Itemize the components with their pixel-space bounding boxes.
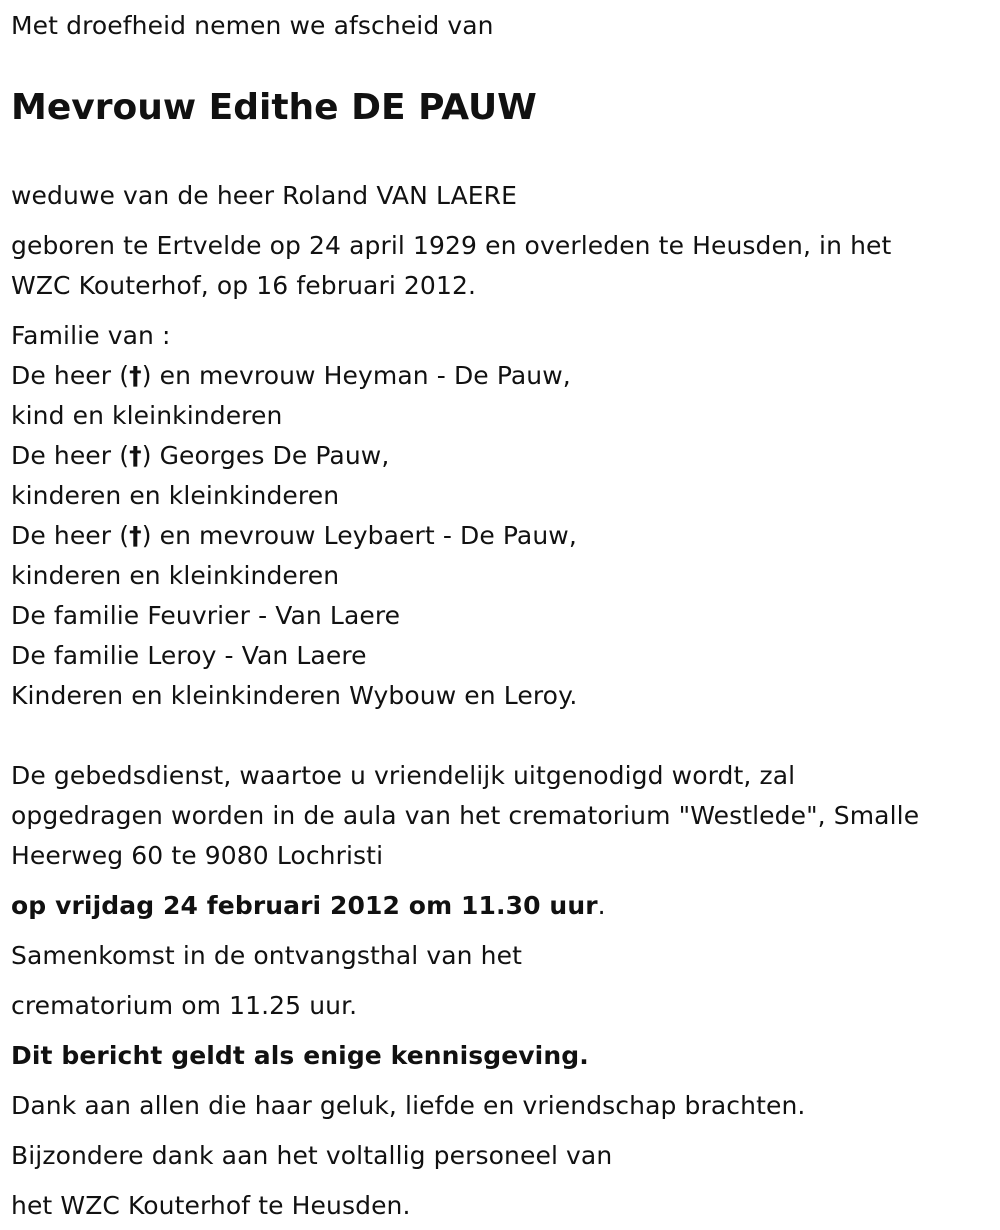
obituary-document bbox=[11, 0, 991, 1226]
family-header: Familie van : bbox=[11, 321, 171, 350]
gathering-line-2: crematorium om 11.25 uur. bbox=[11, 991, 358, 1020]
family-line-8: De familie Leroy - Van Laere bbox=[11, 641, 367, 670]
birth-line-2: WZC Kouterhof, op 16 februari 2012. bbox=[11, 271, 476, 300]
service-line-2: opgedragen worden in de aula van het crematorium "Westlede", Smalle bbox=[11, 801, 920, 830]
service-paragraph bbox=[11, 756, 991, 876]
family-line-5-pre: De heer ( bbox=[11, 521, 130, 550]
service-line-1: De gebedsdienst, waartoe u vriendelijk uitgenodigd wordt, zal bbox=[11, 761, 796, 790]
family-line-5 bbox=[11, 516, 991, 556]
birth-line-1: geboren te Ertvelde op 24 april 1929 en overleden te Heusden, in het bbox=[11, 231, 892, 260]
family-line-4: kinderen en kleinkinderen bbox=[11, 481, 340, 510]
special-thanks-line-1: Bijzondere dank aan het voltallig personeel van bbox=[11, 1141, 613, 1170]
family-line-3-post: ) Georges De Pauw, bbox=[141, 441, 390, 470]
gathering-line-1: Samenkomst in de ontvangsthal van het bbox=[11, 941, 522, 970]
family-line-9: Kinderen en kleinkinderen Wybouw en Leroy. bbox=[11, 681, 578, 710]
family-line-1-post: ) en mevrouw Heyman - De Pauw, bbox=[141, 361, 571, 390]
cross-icon: † bbox=[129, 441, 142, 470]
service-date-bold: op vrijdag 24 februari 2012 om 11.30 uur bbox=[11, 891, 598, 920]
family-list bbox=[11, 316, 991, 716]
family-line-3 bbox=[11, 436, 991, 476]
cross-icon: † bbox=[129, 361, 142, 390]
family-line-1 bbox=[11, 356, 991, 396]
service-line-3: Heerweg 60 te 9080 Lochristi bbox=[11, 841, 384, 870]
special-thanks-line-2: het WZC Kouterhof te Heusden. bbox=[11, 1191, 411, 1220]
cross-icon: † bbox=[129, 521, 142, 550]
intro-text: Met droefheid nemen we afscheid van bbox=[11, 11, 494, 40]
family-line-7: De familie Feuvrier - Van Laere bbox=[11, 601, 401, 630]
family-line-3-pre: De heer ( bbox=[11, 441, 130, 470]
family-line-2: kind en kleinkinderen bbox=[11, 401, 283, 430]
service-date-tail: . bbox=[597, 891, 606, 920]
birth-death-paragraph bbox=[11, 226, 991, 306]
widow-text: weduwe van de heer Roland VAN LAERE bbox=[11, 181, 518, 210]
deceased-name: Mevrouw Edithe DE PAUW bbox=[11, 87, 537, 128]
family-line-1-pre: De heer ( bbox=[11, 361, 130, 390]
family-line-5-post: ) en mevrouw Leybaert - De Pauw, bbox=[141, 521, 577, 550]
thanks-text: Dank aan allen die haar geluk, liefde en vriendschap brachten. bbox=[11, 1091, 806, 1120]
family-line-6: kinderen en kleinkinderen bbox=[11, 561, 340, 590]
service-date bbox=[11, 886, 991, 926]
notice-text: Dit bericht geldt als enige kennisgeving. bbox=[11, 1041, 589, 1070]
